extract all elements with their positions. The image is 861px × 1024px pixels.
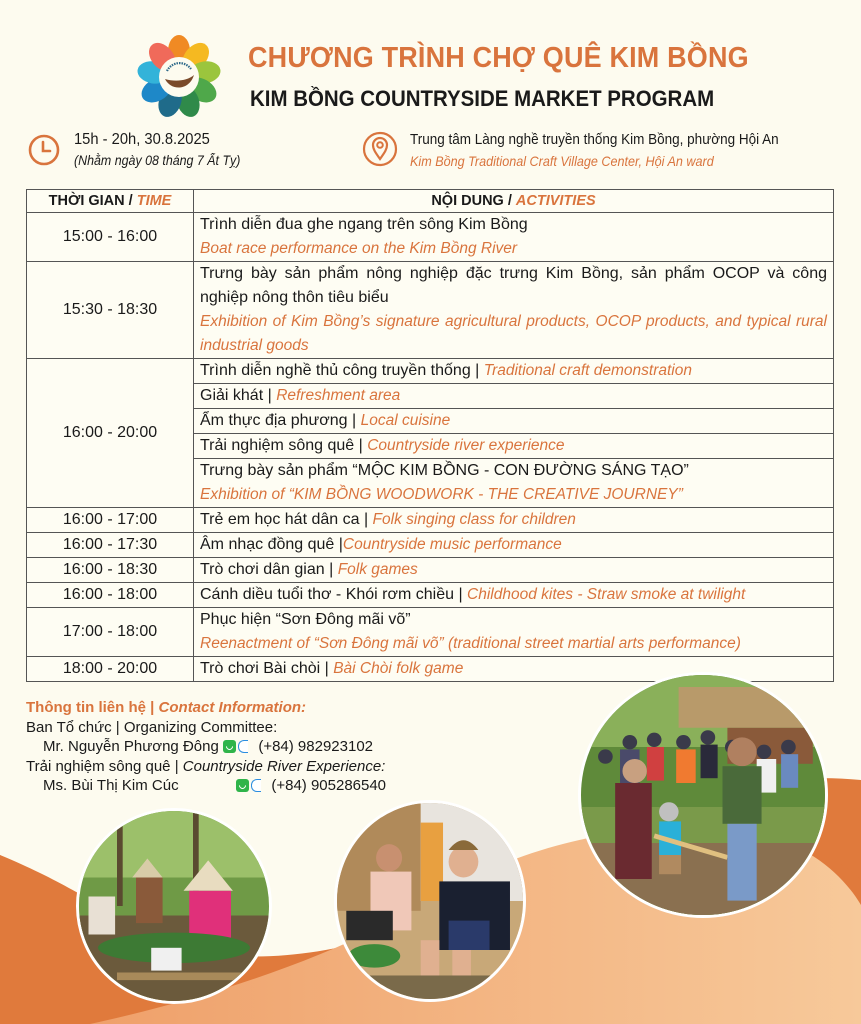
row-time: 16:00 - 18:00 bbox=[27, 583, 194, 608]
activity-en: Traditional craft demonstration bbox=[483, 362, 692, 379]
activity-en: Countryside music performance bbox=[342, 536, 562, 553]
row-activity bbox=[194, 508, 834, 533]
river-experience-label-vi: Trải nghiệm sông quê | bbox=[26, 757, 183, 775]
activity-vi: Trò chơi Bài chòi | bbox=[200, 660, 334, 677]
activity-en: Folk singing class for children bbox=[372, 511, 576, 528]
table-row bbox=[27, 359, 834, 384]
activity-vi: Trình diễn nghề thủ công truyền thống | bbox=[200, 362, 484, 379]
activity-vi: Ẩm thực địa phương | bbox=[200, 412, 361, 429]
contact-section bbox=[26, 698, 386, 796]
row-activity bbox=[194, 213, 834, 262]
river-experience-label bbox=[26, 757, 386, 777]
row-activity bbox=[194, 583, 834, 608]
activity-en: Countryside river experience bbox=[367, 437, 565, 454]
table-row bbox=[27, 262, 834, 359]
header-time-vi: THỜI GIAN / bbox=[48, 193, 137, 209]
header-time bbox=[27, 190, 194, 213]
contact-heading-vi: Thông tin liên hệ | bbox=[26, 699, 159, 716]
activity-en: Bài Chòi folk game bbox=[333, 660, 464, 677]
row-activity bbox=[194, 459, 834, 508]
activity-vi: Trẻ em học hát dân ca | bbox=[200, 511, 373, 528]
row-time: 16:00 - 20:00 bbox=[27, 359, 194, 508]
table-header-row bbox=[27, 190, 834, 213]
contact-line-2 bbox=[26, 776, 386, 796]
activity-en: Refreshment area bbox=[276, 387, 401, 404]
row-activity bbox=[194, 409, 834, 434]
activity-vi: Giải khát | bbox=[200, 387, 277, 404]
table-row bbox=[27, 583, 834, 608]
activity-vi: Trình diễn đua ghe ngang trên sông Kim Bồng bbox=[200, 216, 528, 233]
location-vietnamese: Trung tâm Làng nghề truyền thống Kim Bồng, phường Hội An bbox=[410, 131, 779, 148]
table-row bbox=[27, 608, 834, 657]
activity-en: Childhood kites - Straw smoke at twilight bbox=[467, 586, 746, 603]
food-preparation-photo bbox=[76, 808, 272, 1004]
row-time: 17:00 - 18:00 bbox=[27, 608, 194, 657]
header-time-en: TIME bbox=[136, 193, 172, 209]
table-row bbox=[27, 213, 834, 262]
row-activity bbox=[194, 608, 834, 657]
row-activity bbox=[194, 384, 834, 409]
row-activity bbox=[194, 434, 834, 459]
activity-vi: Trưng bày sản phẩm “MỘC KIM BỒNG - CON ĐƯỜNG SÁNG TẠO” bbox=[200, 462, 689, 479]
elder-and-tourist-photo bbox=[334, 800, 526, 1002]
contact-phone-2[interactable]: (+84) 905286540 bbox=[271, 777, 387, 794]
folk-game-crowd-photo bbox=[578, 672, 828, 918]
row-activity bbox=[194, 262, 834, 359]
title-english: KIM BỒNG COUNTRYSIDE MARKET PROGRAM bbox=[250, 86, 715, 111]
zalo-icon bbox=[238, 740, 248, 753]
header-activity-vi: NỘI DUNG / bbox=[431, 193, 516, 209]
row-activity bbox=[194, 558, 834, 583]
row-time: 16:00 - 18:30 bbox=[27, 558, 194, 583]
location-english: Kim Bồng Traditional Craft Village Center, Hội An ward bbox=[410, 153, 714, 169]
contact-person-1: Mr. Nguyễn Phương Đông bbox=[43, 738, 219, 755]
activity-en: Local cuisine bbox=[360, 412, 451, 429]
activity-en: Exhibition of “KIM BỒNG WOODWORK - THE CREATIVE JOURNEY” bbox=[200, 486, 683, 503]
row-activity bbox=[194, 533, 834, 558]
clock-icon bbox=[27, 133, 61, 167]
activity-vi: Cánh diều tuổi thơ - Khói rơm chiều | bbox=[200, 586, 468, 603]
row-time: 16:00 - 17:00 bbox=[27, 508, 194, 533]
row-time: 15:30 - 18:30 bbox=[27, 262, 194, 359]
activity-en: Exhibition of Kim Bồng’s signature agricultural products, OCOP products, and typical rural industrial goods bbox=[200, 313, 827, 354]
river-experience-label-en: Countryside River Experience: bbox=[182, 757, 386, 775]
contact-phone-1[interactable]: (+84) 982923102 bbox=[258, 738, 374, 755]
kim-bong-village-logo bbox=[137, 35, 221, 119]
activity-en: Boat race performance on the Kim Bồng River bbox=[200, 240, 518, 257]
whatsapp-icon bbox=[223, 740, 236, 753]
activity-en: Folk games bbox=[337, 561, 418, 578]
zalo-icon bbox=[251, 779, 261, 792]
activity-vi: Phục hiện “Sơn Đông mãi võ” bbox=[200, 611, 411, 628]
row-activity bbox=[194, 359, 834, 384]
contact-line-1 bbox=[26, 737, 386, 757]
row-time: 18:00 - 20:00 bbox=[27, 657, 194, 682]
event-lunar-date: (Nhằm ngày 08 tháng 7 Ất Tỵ) bbox=[74, 153, 241, 168]
row-time: 15:00 - 16:00 bbox=[27, 213, 194, 262]
table-row bbox=[27, 508, 834, 533]
header-activity-en: ACTIVITIES bbox=[515, 193, 596, 209]
event-date: 15h - 20h, 30.8.2025 bbox=[74, 131, 210, 148]
activity-vi: Âm nhạc đồng quê | bbox=[200, 536, 343, 553]
organizing-committee-label: Ban Tổ chức | Organizing Committee: bbox=[26, 718, 278, 736]
activity-en: Reenactment of “Sơn Đông mãi võ” (traditional street martial arts performance) bbox=[200, 635, 741, 652]
whatsapp-icon bbox=[236, 779, 249, 792]
contact-heading bbox=[26, 698, 386, 718]
table-row bbox=[27, 558, 834, 583]
contact-person-2: Ms. Bùi Thị Kim Cúc bbox=[43, 777, 179, 794]
location-pin-icon bbox=[362, 131, 398, 167]
activity-vi: Trưng bày sản phẩm nông nghiệp đặc trưng Kim Bồng, sản phẩm OCOP và công nghiệp nông thôn tiêu biểu bbox=[200, 265, 827, 306]
activity-vi: Trải nghiệm sông quê | bbox=[200, 437, 368, 454]
title-vietnamese: CHƯƠNG TRÌNH CHỢ QUÊ KIM BỒNG bbox=[248, 42, 749, 74]
contact-heading-en: Contact Information: bbox=[158, 699, 307, 716]
schedule-table bbox=[26, 189, 834, 682]
table-row bbox=[27, 533, 834, 558]
row-time: 16:00 - 17:30 bbox=[27, 533, 194, 558]
header-activities bbox=[194, 190, 834, 213]
activity-vi: Trò chơi dân gian | bbox=[200, 561, 338, 578]
